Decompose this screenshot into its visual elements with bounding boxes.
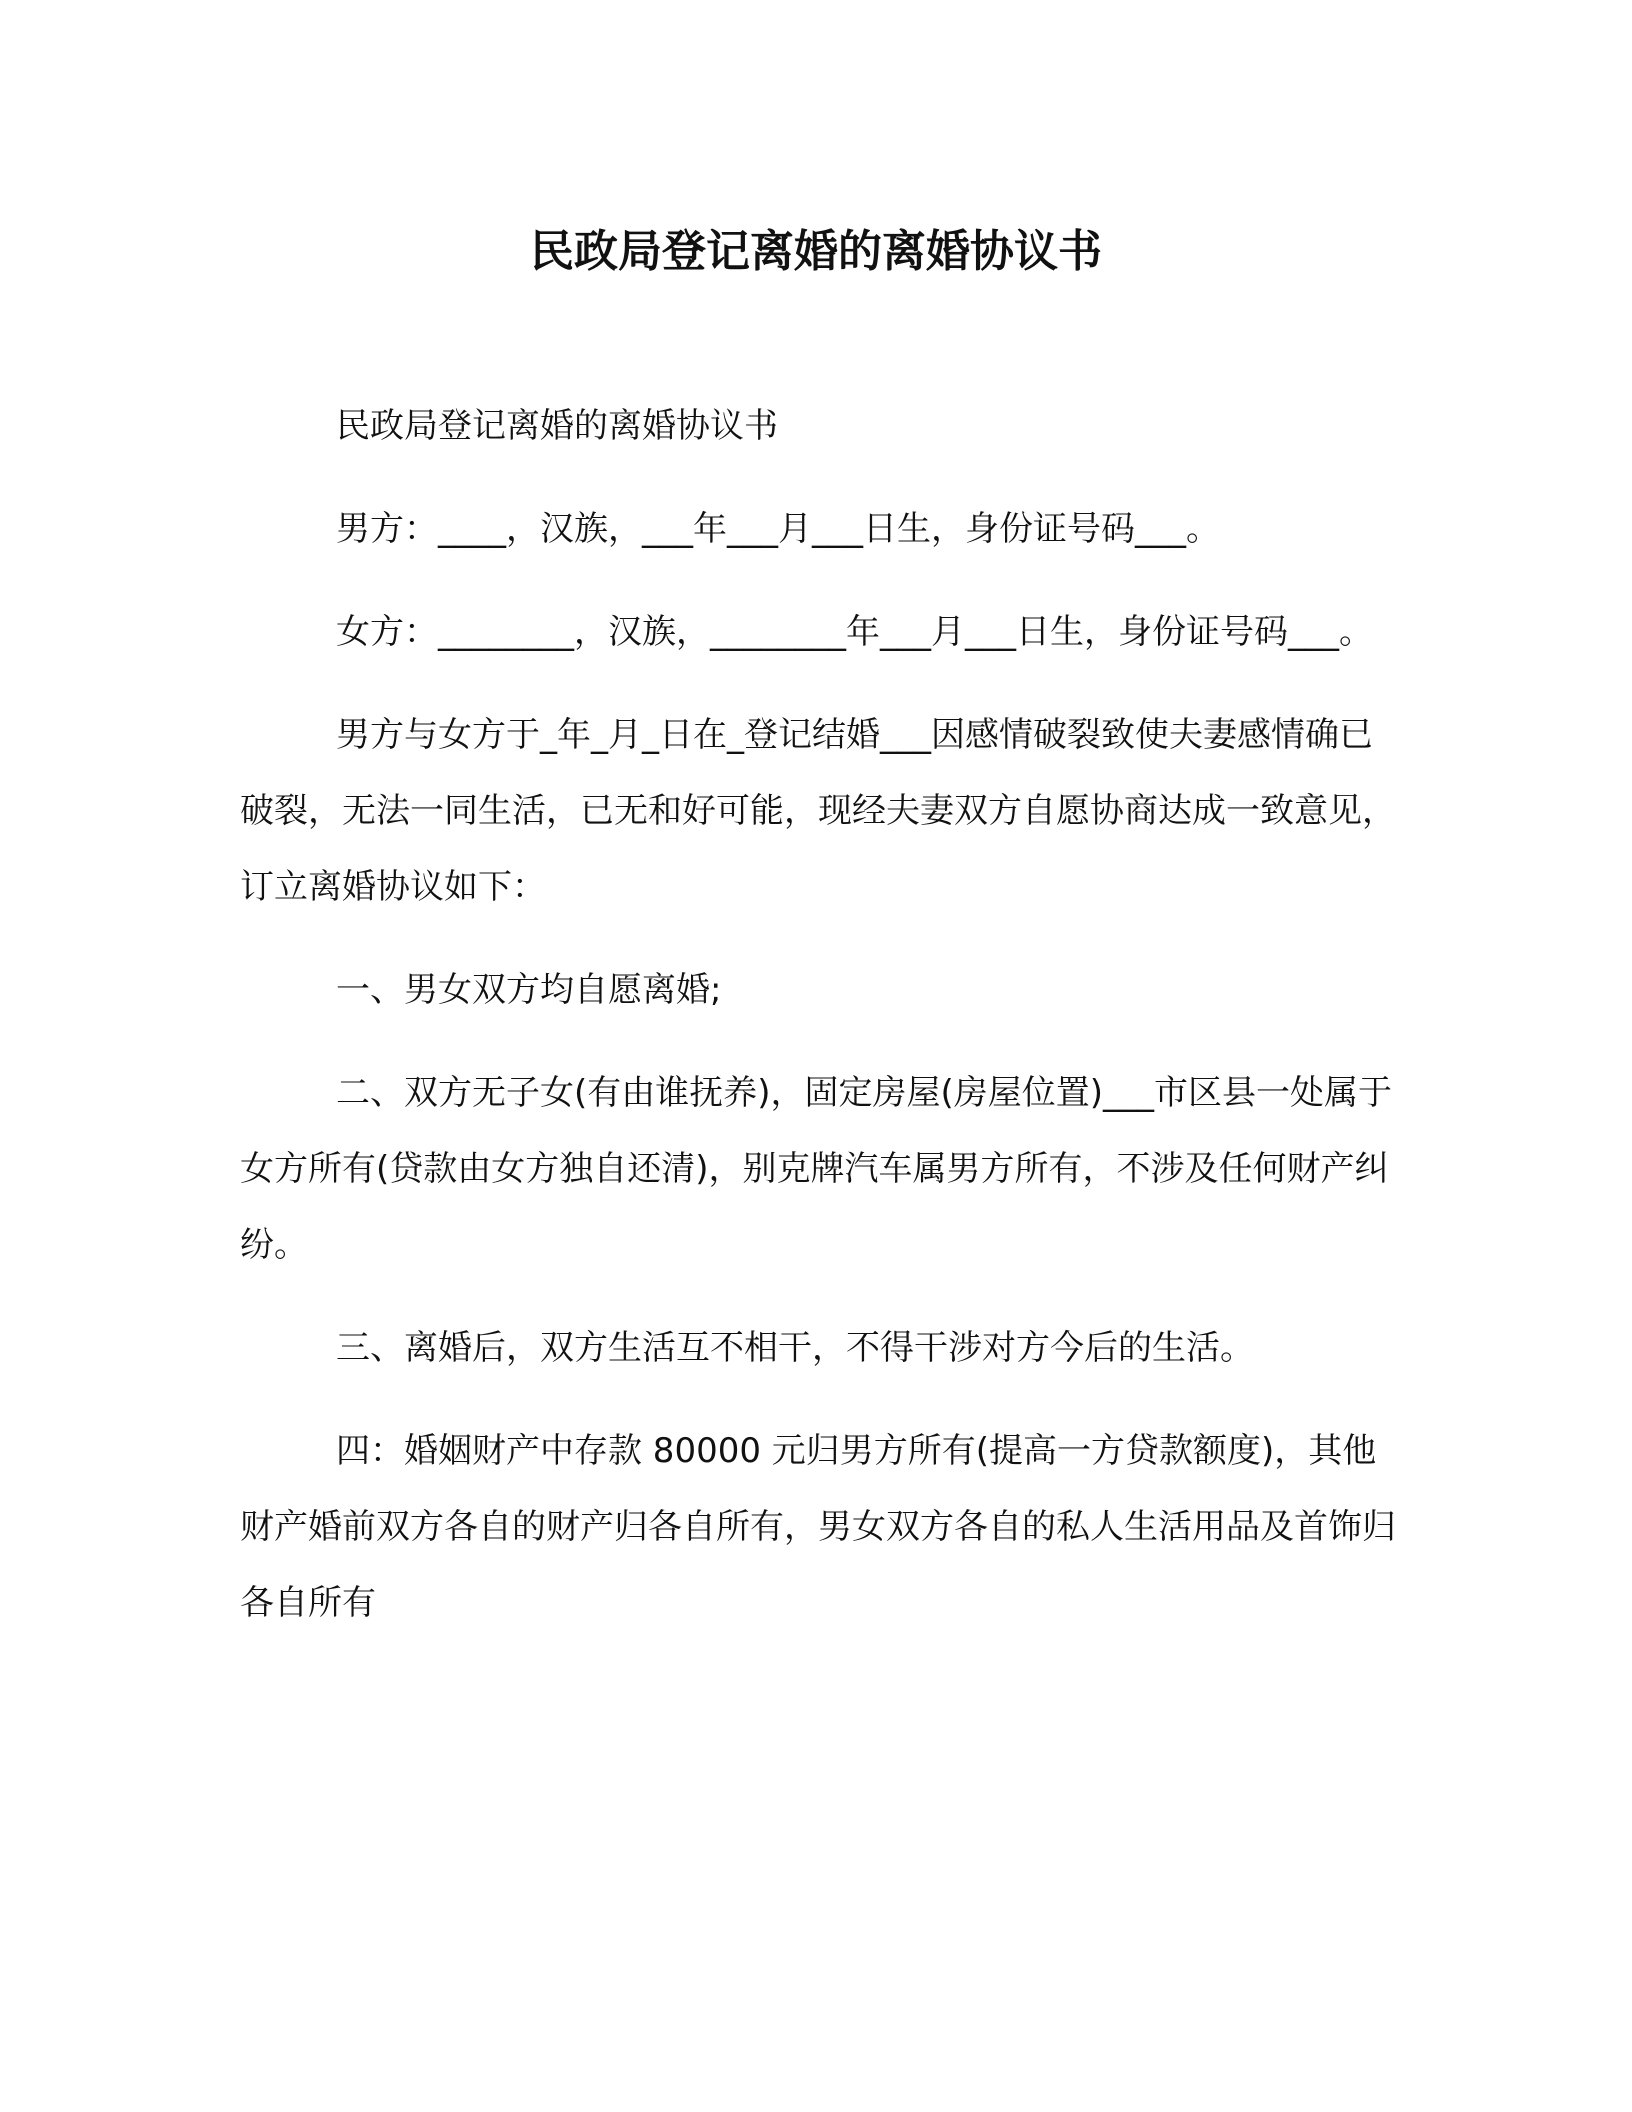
paragraph-clause-2: 二、双方无子女(有由谁抚养)，固定房屋(房屋位置)___市区县一处属于女方所有(贷款由女方独自还清)，别克牌汽车属男方所有，不涉及任何财产纠纷。 bbox=[240, 1073, 1393, 1265]
paragraph-male-party: 男方：____，汉族，___年___月___日生，身份证号码___。 bbox=[336, 509, 1220, 549]
paragraph-clause-4: 四：婚姻财产中存款 80000 元归男方所有(提高一方贷款额度)，其他财产婚前双方各自的财产归各自所有，男女双方各自的私人生活用品及首饰归各自所有 bbox=[240, 1431, 1396, 1623]
paragraph-female-party: 女方：________，汉族，________年___月___日生，身份证号码___。 bbox=[336, 612, 1373, 652]
paragraph-heading: 民政局登记离婚的离婚协议书 bbox=[336, 406, 778, 446]
document-body bbox=[240, 388, 1400, 1668]
paragraph-preamble: 男方与女方于_年_月_日在_登记结婚___因感情破裂致使夫妻感情确已破裂，无法一同生活，已无和好可能，现经夫妻双方自愿协商达成一致意见，订立离婚协议如下： bbox=[240, 715, 1396, 907]
paragraph-clause-3: 三、离婚后，双方生活互不相干，不得干涉对方今后的生活。 bbox=[336, 1328, 1254, 1368]
paragraph-clause-1: 一、男女双方均自愿离婚; bbox=[336, 970, 722, 1010]
document-title: 民政局登记离婚的离婚协议书 bbox=[530, 226, 1102, 277]
